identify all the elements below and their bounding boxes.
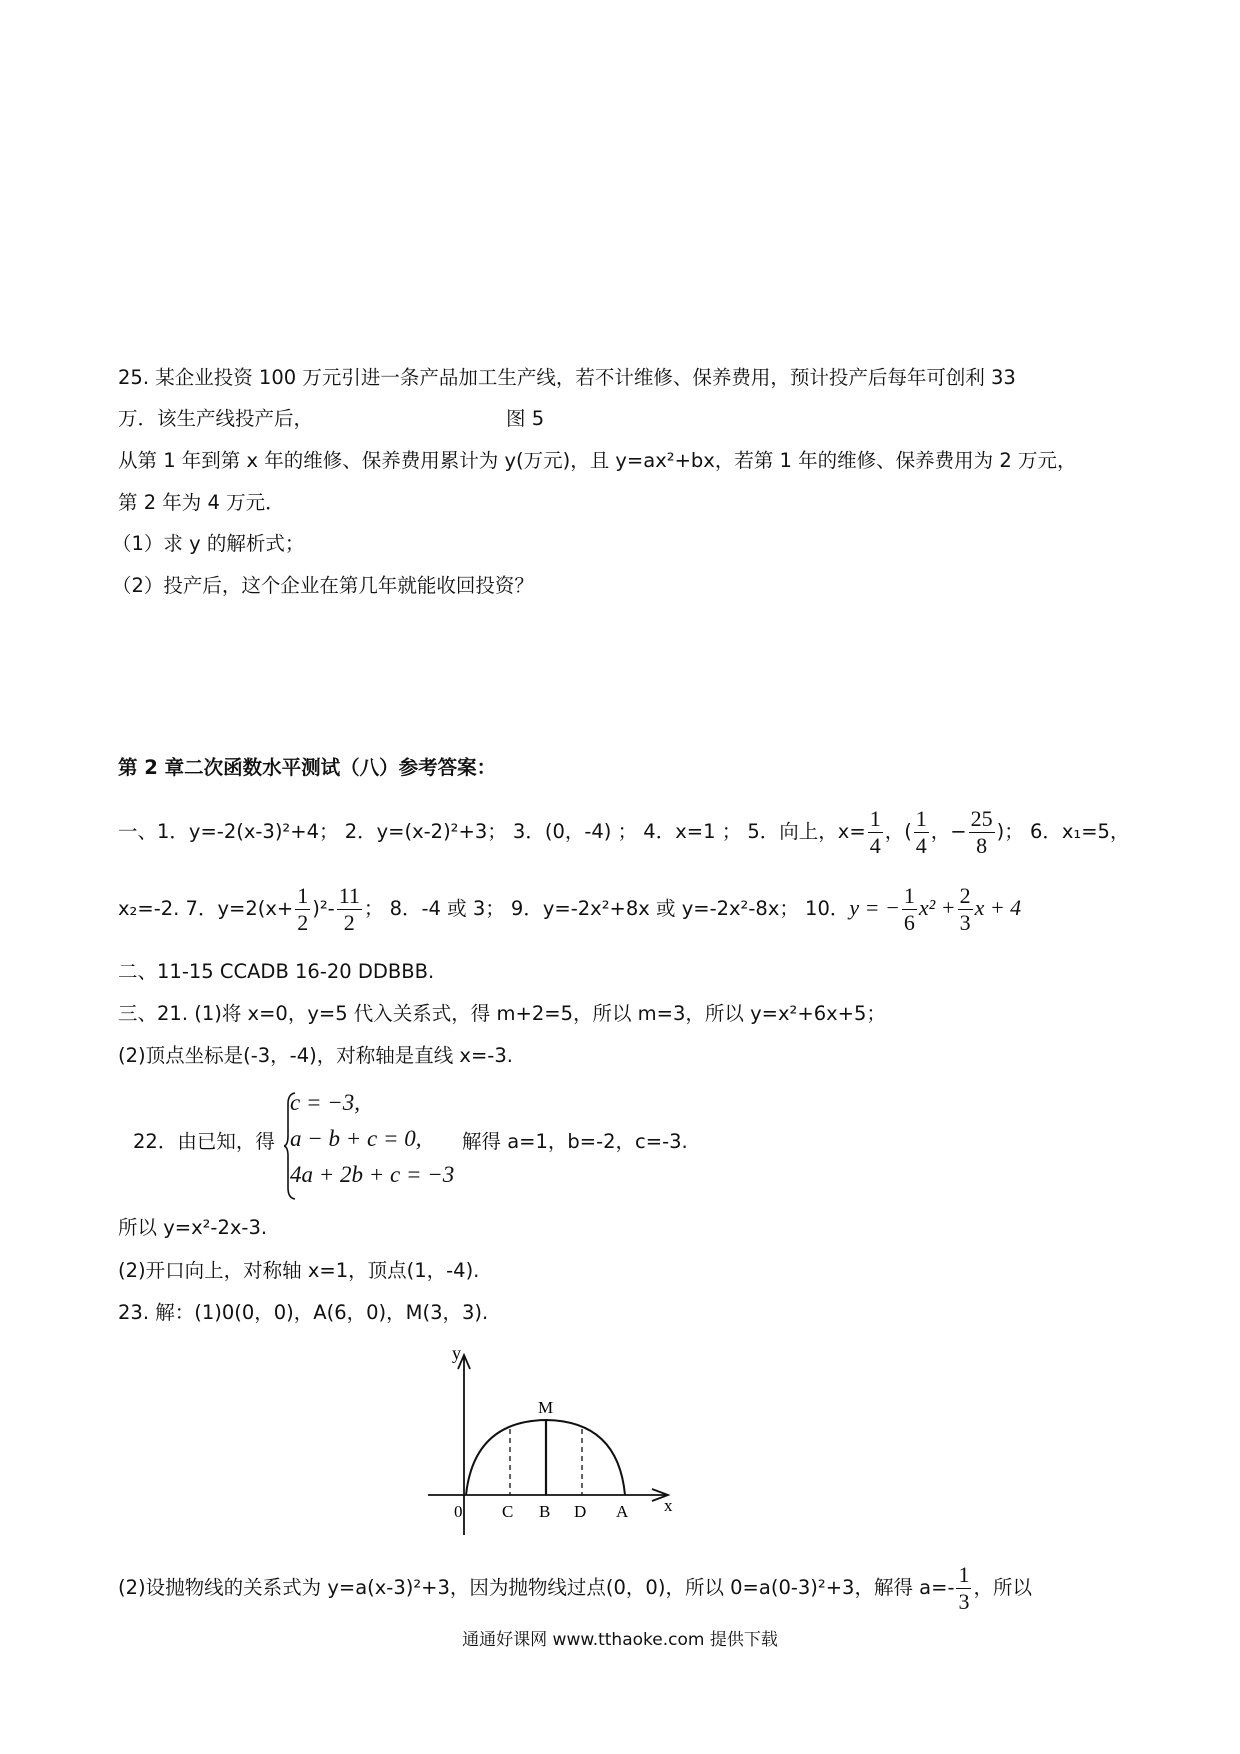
answers-row5: (2)顶点坐标是(-3，-4)，对称轴是直线 x=-3. [118,1044,513,1067]
q22-system [290,1085,454,1193]
q22-eq2: a − b + c = 0, [290,1126,422,1151]
row10-text-a: (2)设抛物线的关系式为 y=a(x-3)²+3，因为抛物线过点(0，0)，所以 0=a(0-3)²+3，解得 a=- [118,1576,955,1599]
label-a: A [616,1502,629,1521]
label-m: M [538,1398,554,1417]
label-b: B [539,1502,551,1521]
row1-text-a: 一、1．y=-2(x-3)²+4； 2．y=(x-2)²+3； 3．(0，-4) ； 4．x=1 ； 5．向上，x= [118,820,866,843]
row2-text-b: )²- [312,897,335,920]
q25-part2: （2）投产后，这个企业在第几年就能收回投资？ [112,574,534,597]
row1-text-b: ，( [884,820,912,843]
label-c: C [502,1502,514,1521]
fraction: $\frac{1}{4}$ [915,806,927,858]
row1-text-d: )； 6．x₁=5， [996,820,1130,843]
fraction: $\frac{25}{8}$ [970,806,993,858]
parabola-figure [420,1345,680,1545]
q22-suffix: 解得 a=1，b=-2，c=-3. [462,1130,688,1153]
q25-line2-text: 万．该生产线投产后， [118,407,314,430]
q25-line4: 第 2 年为 4 万元． [118,491,285,514]
fraction: $\frac{1}{4}$ [869,806,881,858]
answers-row4: 三、21. (1)将 x=0，y=5 代入关系式，得 m+2=5，所以 m=3，所以 y=x²+6x+5； [118,1002,886,1025]
answers-row8: (2)开口向上，对称轴 x=1，顶点(1，-4). [118,1259,480,1282]
answers-row9: 23. 解：(1)0(0，0)，A(6，0)，M(3，3). [118,1301,489,1324]
row2-eq-x2: x² + [918,895,956,920]
answers-row1 [118,804,1129,860]
fraction: $\frac{11}{2}$ [338,883,360,935]
row10-text-b: ，所以 [973,1576,1032,1599]
row2-eq-y: y = − [849,895,900,920]
fraction: $\frac{2}{3}$ [959,883,971,935]
row2-text-c: ； 8．-4 或 3； 9．y=-2x²+8x 或 y=-2x²-8x； 10． [363,897,850,920]
row2-eq-x: x + 4 [974,895,1022,920]
row2-text-a: x₂=-2. 7．y=2(x+ [118,897,294,920]
label-x: x [664,1496,673,1515]
fraction: $\frac{1}{6}$ [903,883,915,935]
q25-part1: （1）求 y 的解析式； [112,532,305,555]
q25-line2 [118,407,545,431]
q22-prefix: 22．由已知，得 [133,1130,275,1153]
q25-line3: 从第 1 年到第 x 年的维修、保养费用累计为 y(万元)，且 y=ax²+bx，若第 1 年的维修、保养费用为 2 万元， [118,449,1077,472]
q25-line1: 25. 某企业投资 100 万元引进一条产品加工生产线，若不计维修、保养费用，预计投产后每年可创利 33 [118,366,1016,389]
fraction: $\frac{1}{3}$ [958,1562,970,1614]
label-origin: 0 [454,1502,463,1521]
label-d: D [574,1502,587,1521]
answers-heading: 第 2 章二次函数水平测试（八）参考答案： [118,756,497,779]
answers-row7: 所以 y=x²-2x-3. [118,1216,268,1239]
answers-row3: 二、11-15 CCADB 16-20 DDBBB. [118,960,435,983]
fraction: $\frac{1}{2}$ [297,883,309,935]
q22-eq1: c = −3, [290,1090,360,1115]
figure-caption: 图 5 [506,407,545,430]
page-footer: 通通好课网 www.tthaoke.com 提供下载 [462,1630,778,1650]
answers-row10 [118,1560,1032,1616]
q22-eq3: 4a + 2b + c = −3 [290,1162,455,1187]
answers-row2 [118,880,1021,937]
label-y: y [452,1345,461,1363]
row1-text-c: ，− [930,820,967,843]
